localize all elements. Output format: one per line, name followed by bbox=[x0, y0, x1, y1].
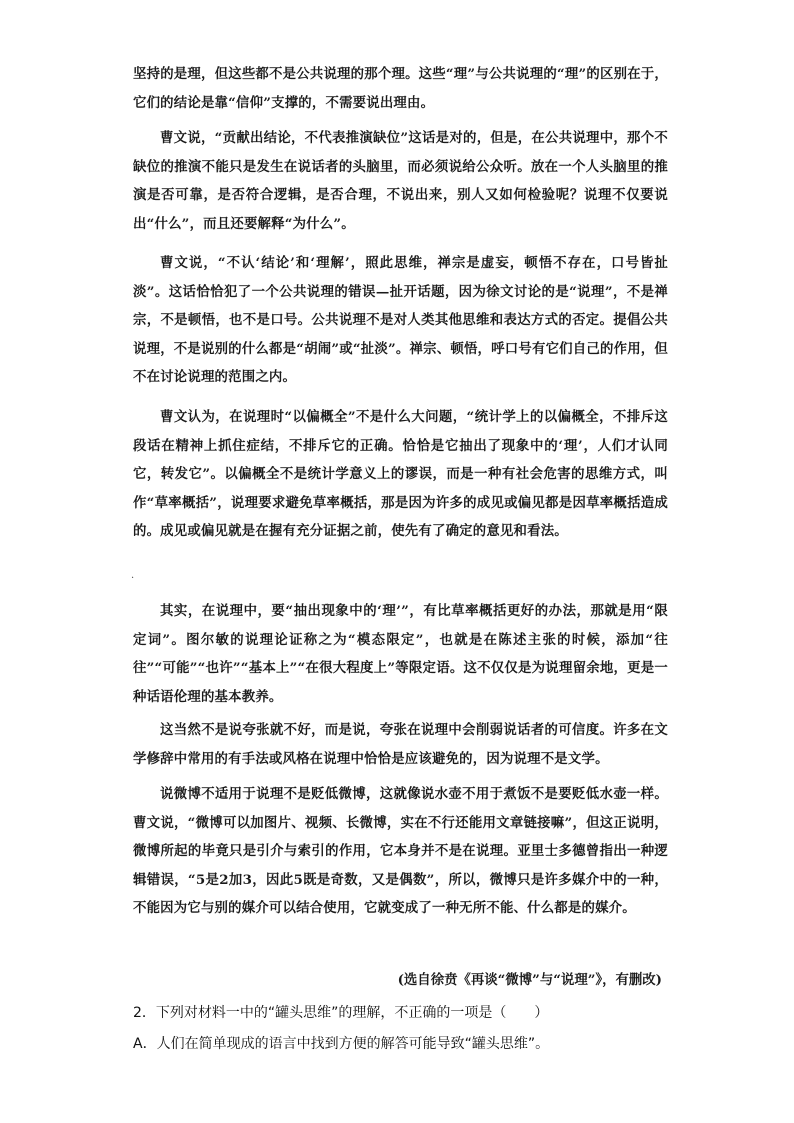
paragraph-7: 说微博不适用于说理不是贬低微博，这就像说水壶不用于煮饭不是要贬低水壶一样。曹文说，“微博可以加图片、视频、长微博，实在不行还能用文章链接嘛”，但这正说明，微博所起的毕竟只是引介与索引的作用，它本身并不是在说理。亚里士多德曾指出一种逻辑错误，“5是2加3，因此5既是奇数，又是偶数”，所以，微博只是许多媒介中的一种，不能因为它与别的媒介可以结合使用，它就变成了一种无所不能、什么都是的媒介。 bbox=[133, 786, 668, 917]
paragraph-1: 坚持的是理，但这些都不是公共说理的那个理。这些“理”与公共说理的“理”的区别在于，它们的结论是靠“信仰”支撑的，不需要说出理由。 bbox=[133, 66, 668, 111]
paragraph-mark: · bbox=[131, 573, 135, 584]
paragraph-2: 曹文说，“贡献出结论，不代表推演缺位”这话是对的，但是，在公共说理中，那个不缺位的推演不能只是发生在说话者的头脑里，而必须说给公众听。放在一个人头脑里的推演是否可靠，是否符合逻辑，是否合理，不说出来，别人又如何检验呢？说理不仅要说出“什么”，而且还要解释“为什么”。 bbox=[133, 130, 668, 232]
option-a: A．人们在简单现成的语言中找到方便的解答可能导致“罐头思维”。 bbox=[133, 1036, 550, 1052]
question-stem: 2．下列对材料一中的“罐头思维”的理解，不正确的一项是（ ） bbox=[133, 1005, 549, 1021]
paragraph-4: 曹文认为，在说理时“以偏概全”不是什么大问题，“统计学上的以偏概全，不排斥这段话在精神上抓住症结，不排斥它的正确。恰恰是它抽出了现象中的‘理’，人们才认同它，转发它”。以偏概全不是统计学意义上的谬误，而是一种有社会危害的思维方式，叫作“草率概括”，说理要求避免草率概括，那是因为许多的成见或偏见都是因草率概括造成的。成见或偏见就是在握有充分证据之前，使先有了确定的意见和看法。 bbox=[133, 409, 668, 540]
source-citation: (选自徐贲《再谈“微博”与“说理”》，有删改) bbox=[397, 972, 662, 988]
paragraph-5: 其实，在说理中，要“抽出现象中的‘理’”，有比草率概括更好的办法，那就是用“限定词”。图尔敏的说理论证称之为“模态限定”，也就是在陈述主张的时候，添加“往往”“可能”“也许”“基本上”“在很大程度上”等限定语。这不仅仅是为说理留余地，更是一种话语伦理的基本教养。 bbox=[133, 603, 668, 705]
paragraph-6: 这当然不是说夸张就不好，而是说，夸张在说理中会削弱说话者的可信度。许多在文学修辞中常用的有手法或风格在说理中恰恰是应该避免的，因为说理不是文学。 bbox=[133, 722, 668, 767]
paragraph-3: 曹文说，“不认‘结论’和‘理解’，照此思维，禅宗是虚妄，顿悟不存在，口号皆扯淡”。这话恰恰犯了一个公共说理的错误—扯开话题，因为徐文讨论的是“说理”，不是禅宗，不是顿悟，也不是口号。公共说理不是对人类其他思维和表达方式的否定。提倡公共说理，不是说别的什么都是“胡闹”或“扯淡”。禅宗、顿悟，呼口号有它们自己的作用，但不在讨论说理的范围之内。 bbox=[133, 255, 668, 386]
